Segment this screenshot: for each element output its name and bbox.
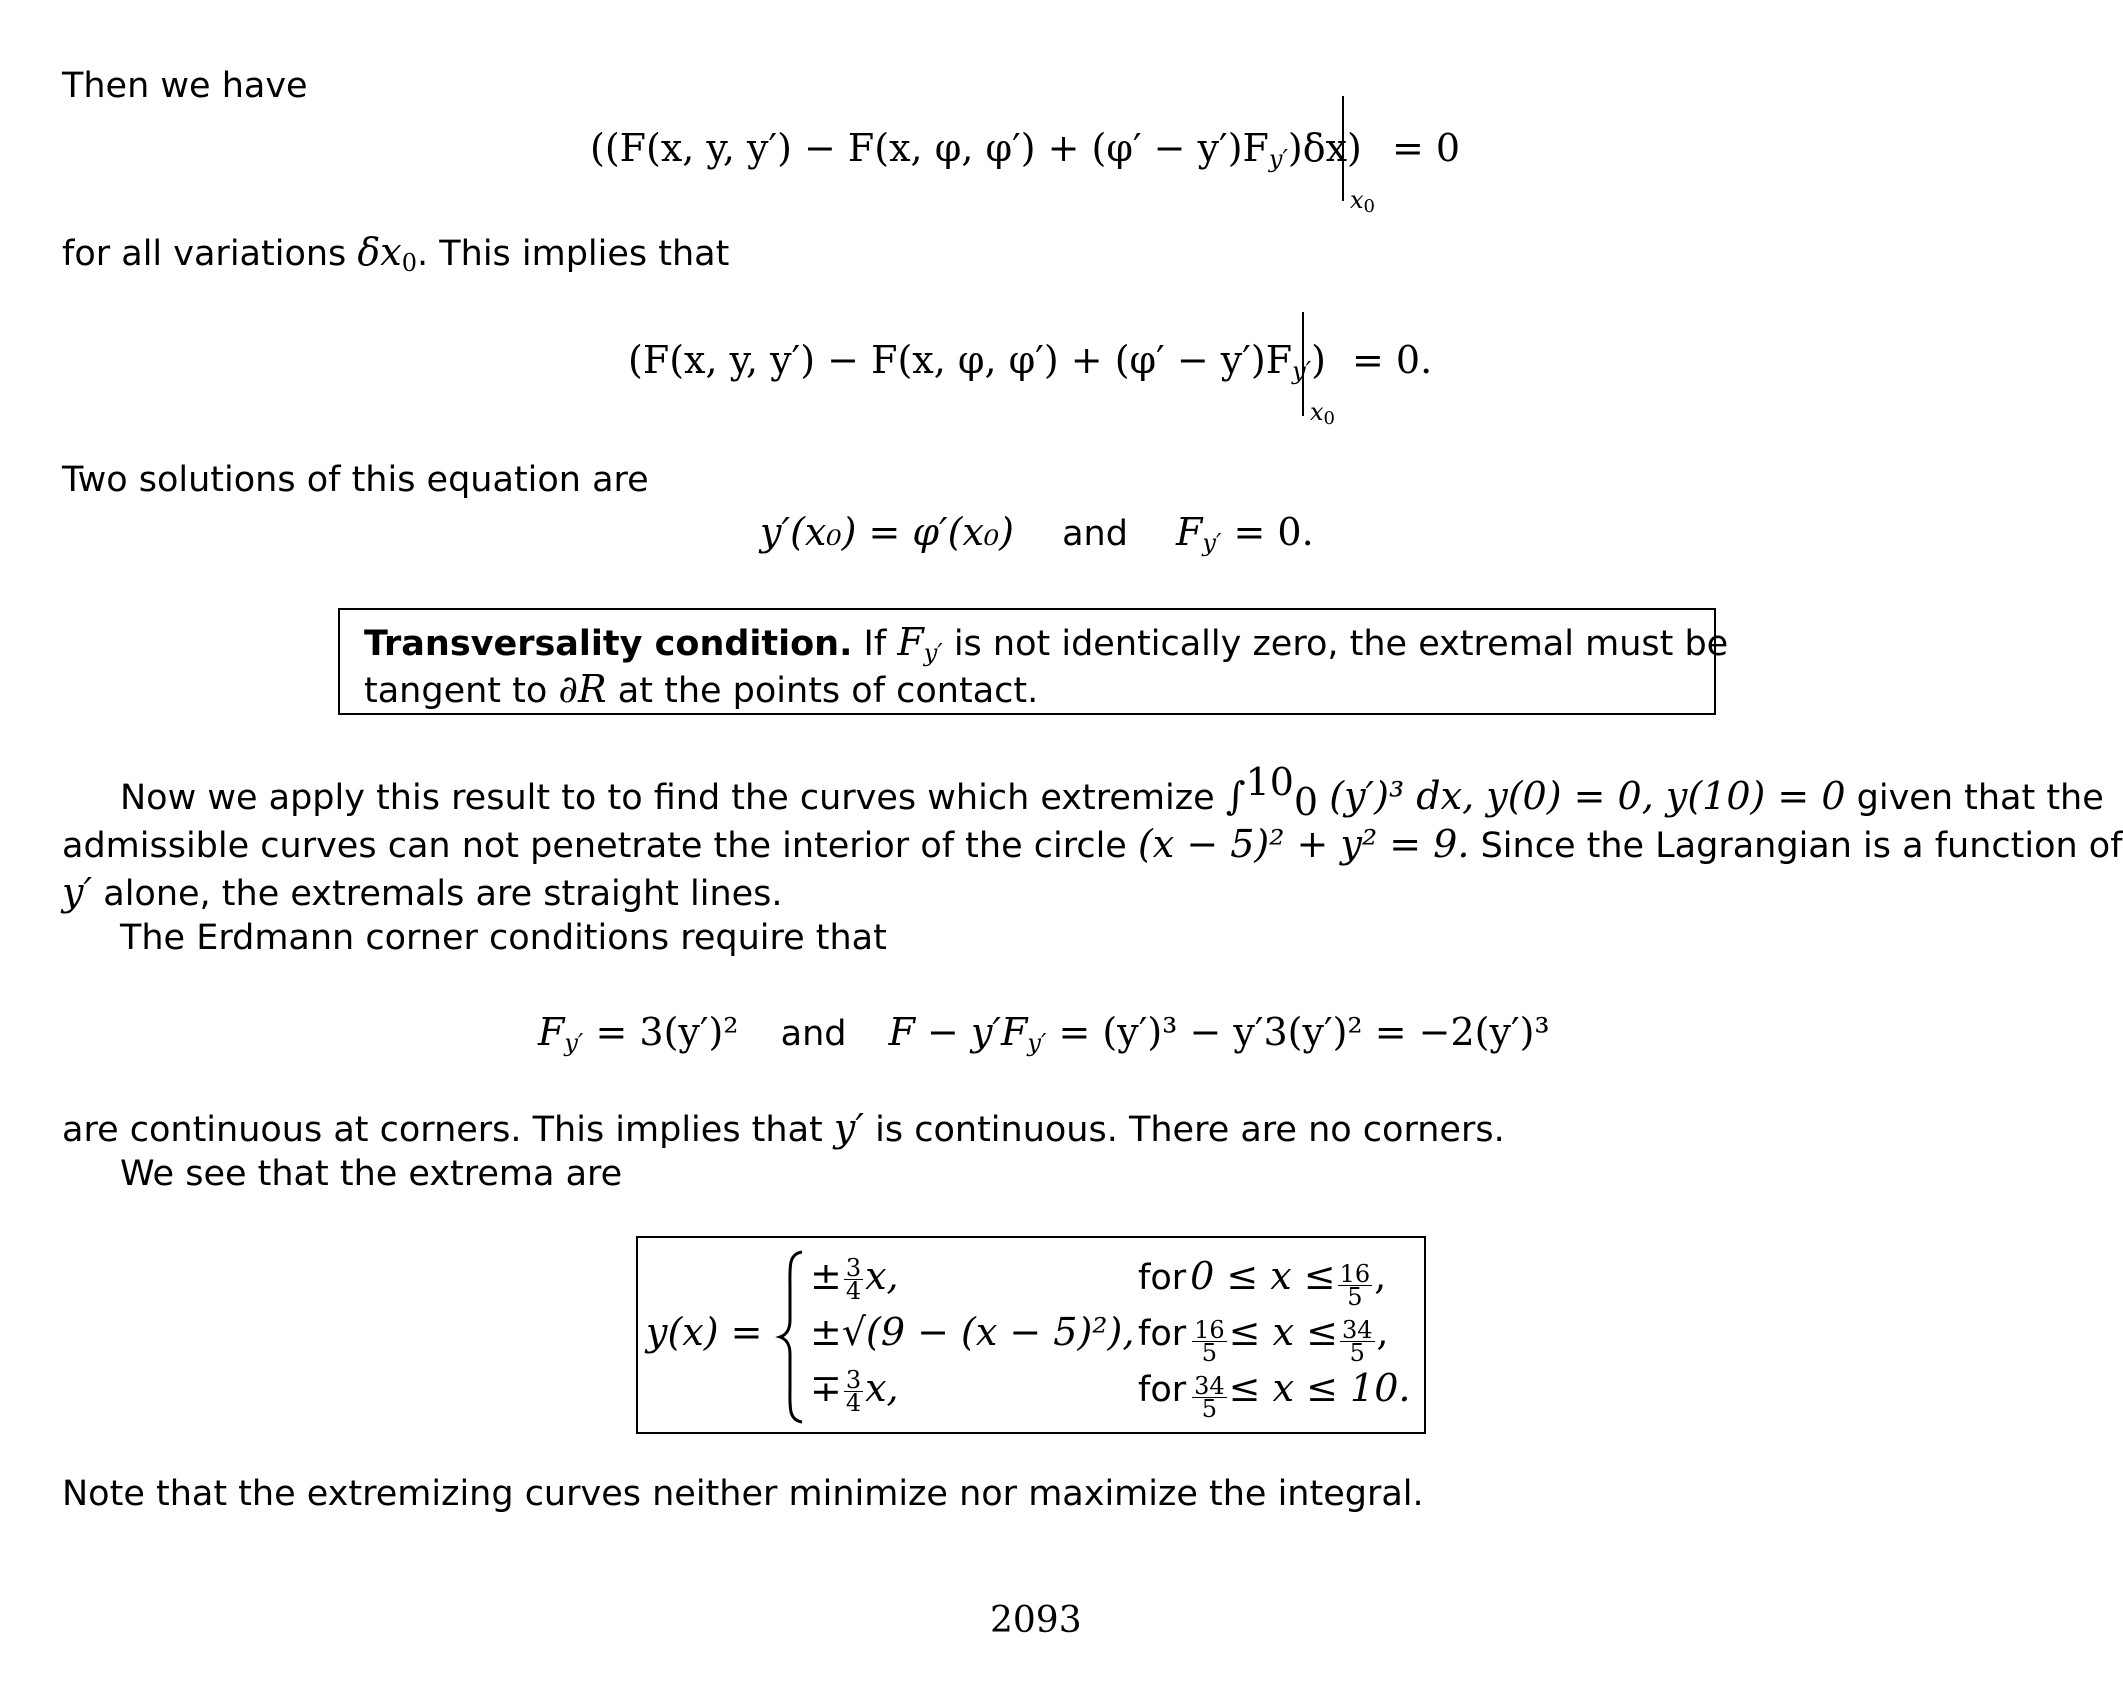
case-2-expr: ±√(9 − (x − 5)²), [810, 1310, 1135, 1354]
condition-2-fraction-a: $\frac{16}{5}$ [1194, 1315, 1225, 1367]
integral-sign: ∫ [1225, 774, 1246, 818]
equation-2-lhs: (F(x, y, y′) − F(x, φ, φ′) + (φ′ − y′)F [628, 338, 1293, 382]
equation-1-tail: )δx) [1287, 126, 1362, 170]
transversality-box [338, 608, 1729, 715]
condition-1-for: for [1138, 1258, 1187, 1298]
integral-expression: (y′)³ dx, y(0) = 0, y(10) = 0 [1329, 774, 1846, 818]
paragraph-1-line-3 [62, 870, 783, 914]
evaluation-bar-2 [1302, 312, 1304, 416]
case-3-sign: ∓ [810, 1366, 842, 1410]
extrema-box [636, 1236, 1426, 1434]
integral-upper: 10 [1245, 760, 1294, 804]
equation-1-sub: y′ [1268, 145, 1288, 173]
condition-row-3 [1138, 1366, 1411, 1423]
erdmann-rhs-1: = 3(y′)² [583, 1010, 739, 1054]
condition-3-fraction: $\frac{34}{5}$ [1194, 1371, 1225, 1423]
solution-2-sub: y′ [1202, 529, 1222, 557]
condition-1-fraction: $\frac{16}{5}$ [1339, 1259, 1371, 1311]
extrema-lhs [646, 1310, 762, 1354]
solution-2: F [1176, 510, 1203, 554]
case-row-2 [810, 1310, 1134, 1354]
left-brace [776, 1248, 808, 1426]
intro-text: Then we have [62, 66, 308, 106]
condition-row-1: for 0 ≤ x ≤ $\frac{16}{5}$ , [1138, 1254, 1387, 1311]
paragraph-1-line-3-text: alone, the extremals are straight lines. [103, 874, 783, 914]
evaluation-point-1: x0 [1350, 186, 1375, 217]
delta-x0: δx [357, 230, 402, 274]
condition-2-for: for [1138, 1314, 1187, 1354]
equation-1-rhs: = 0 [1392, 126, 1461, 170]
transversality-line-1 [364, 620, 1729, 667]
case-3-fraction: $\frac{3}{4}$ [845, 1366, 862, 1417]
extrema-yx: y(x) = [646, 1310, 763, 1354]
y-prime: y′ [62, 870, 93, 914]
equation-2 [628, 338, 1326, 385]
transversality-text: If $F_{y'}$ is not identically zero, the extremal must be [852, 620, 1729, 667]
erdmann-lhs-1: F [538, 1010, 565, 1054]
continuous-yprime: y′ [833, 1106, 865, 1150]
paragraph-1-line-1-a: Now we apply this result to to find the curves which extremize [120, 778, 1215, 818]
equation-2-tail: ) [1311, 338, 1326, 382]
condition-2-fraction-b: $\frac{34}{5}$ [1341, 1315, 1373, 1367]
paragraph-1-line-2 [62, 822, 2123, 866]
case-row-3 [810, 1366, 899, 1417]
paragraph-1-line-2-b: Since the Lagrangian is a function of [1480, 826, 2123, 866]
equation-1 [590, 126, 1362, 173]
case-row-1 [810, 1254, 899, 1305]
condition-2-expr: ≤ x ≤ [1228, 1310, 1338, 1354]
equation-2-sub: y′ [1292, 357, 1312, 385]
condition-3-expr: ≤ x ≤ 10. [1228, 1366, 1411, 1410]
erdmann-equation [538, 1010, 1550, 1057]
circle-equation: (x − 5)² + y² = 9. [1137, 822, 1470, 866]
erdmann-and: and [780, 1014, 847, 1054]
paragraph-1-line-1-b: given that the [1856, 778, 2104, 818]
integral-lower: 0 [1293, 780, 1319, 824]
erdmann-sub-2: y′ [1027, 1029, 1047, 1057]
solutions-equation [760, 510, 1314, 557]
equation-1-lhs: ((F(x, y, y′) − F(x, φ, φ′) + (φ′ − y′)F [590, 126, 1269, 170]
we-see-text: We see that the extrema are [120, 1154, 623, 1194]
condition-1-expr: 0 ≤ x ≤ [1190, 1254, 1336, 1298]
case-1-fraction: $\frac{3}{4}$ [845, 1254, 862, 1305]
variations-prefix: for all variations [62, 234, 358, 274]
transversality-title: Transversality condition. [364, 624, 853, 664]
transversality-line-2: tangent to ∂R at the points of contact. [364, 667, 1039, 711]
erdmann-lhs-2: F − y′F [888, 1010, 1028, 1054]
evaluation-point-2: x0 [1310, 398, 1335, 429]
continuous-b: is continuous. There are no corners. [875, 1110, 1505, 1150]
case-3-x: x, [865, 1366, 899, 1410]
variations-suffix: . This implies that [417, 234, 730, 274]
paragraph-1-line-1 [120, 760, 2104, 824]
condition-3-for: for [1138, 1370, 1187, 1410]
note-text: Note that the extremizing curves neither minimize nor maximize the integral. [62, 1474, 1424, 1514]
evaluation-bar-1 [1342, 96, 1344, 201]
two-solutions-text: Two solutions of this equation are [62, 460, 649, 500]
case-1-x: x, [865, 1254, 899, 1298]
erdmann-sub-1: y′ [564, 1029, 584, 1057]
erdmann-rhs-2: = (y′)³ − y′3(y′)² = −2(y′)³ [1046, 1010, 1550, 1054]
paragraph-1-line-2-a: admissible curves can not penetrate the interior of the circle [62, 826, 1127, 866]
continuous-a: are continuous at corners. This implies that [62, 1110, 823, 1150]
solutions-and: and [1062, 514, 1128, 554]
erdmann-text: The Erdmann corner conditions require that [120, 918, 887, 958]
solution-1: y′(x₀) = φ′(x₀) [760, 510, 1014, 554]
condition-row-2: for $\frac{16}{5}$ ≤ x ≤ $\frac{34}{5}$ , [1138, 1310, 1389, 1367]
continuous-text [62, 1106, 1505, 1150]
page-number: 2093 [990, 1600, 1082, 1641]
variations-text: for all variations $\delta x_0$. This implies that [62, 230, 730, 277]
equation-2-rhs: = 0. [1352, 338, 1433, 382]
case-1-sign: ± [810, 1254, 842, 1298]
solution-2-rhs: = 0. [1221, 510, 1314, 554]
